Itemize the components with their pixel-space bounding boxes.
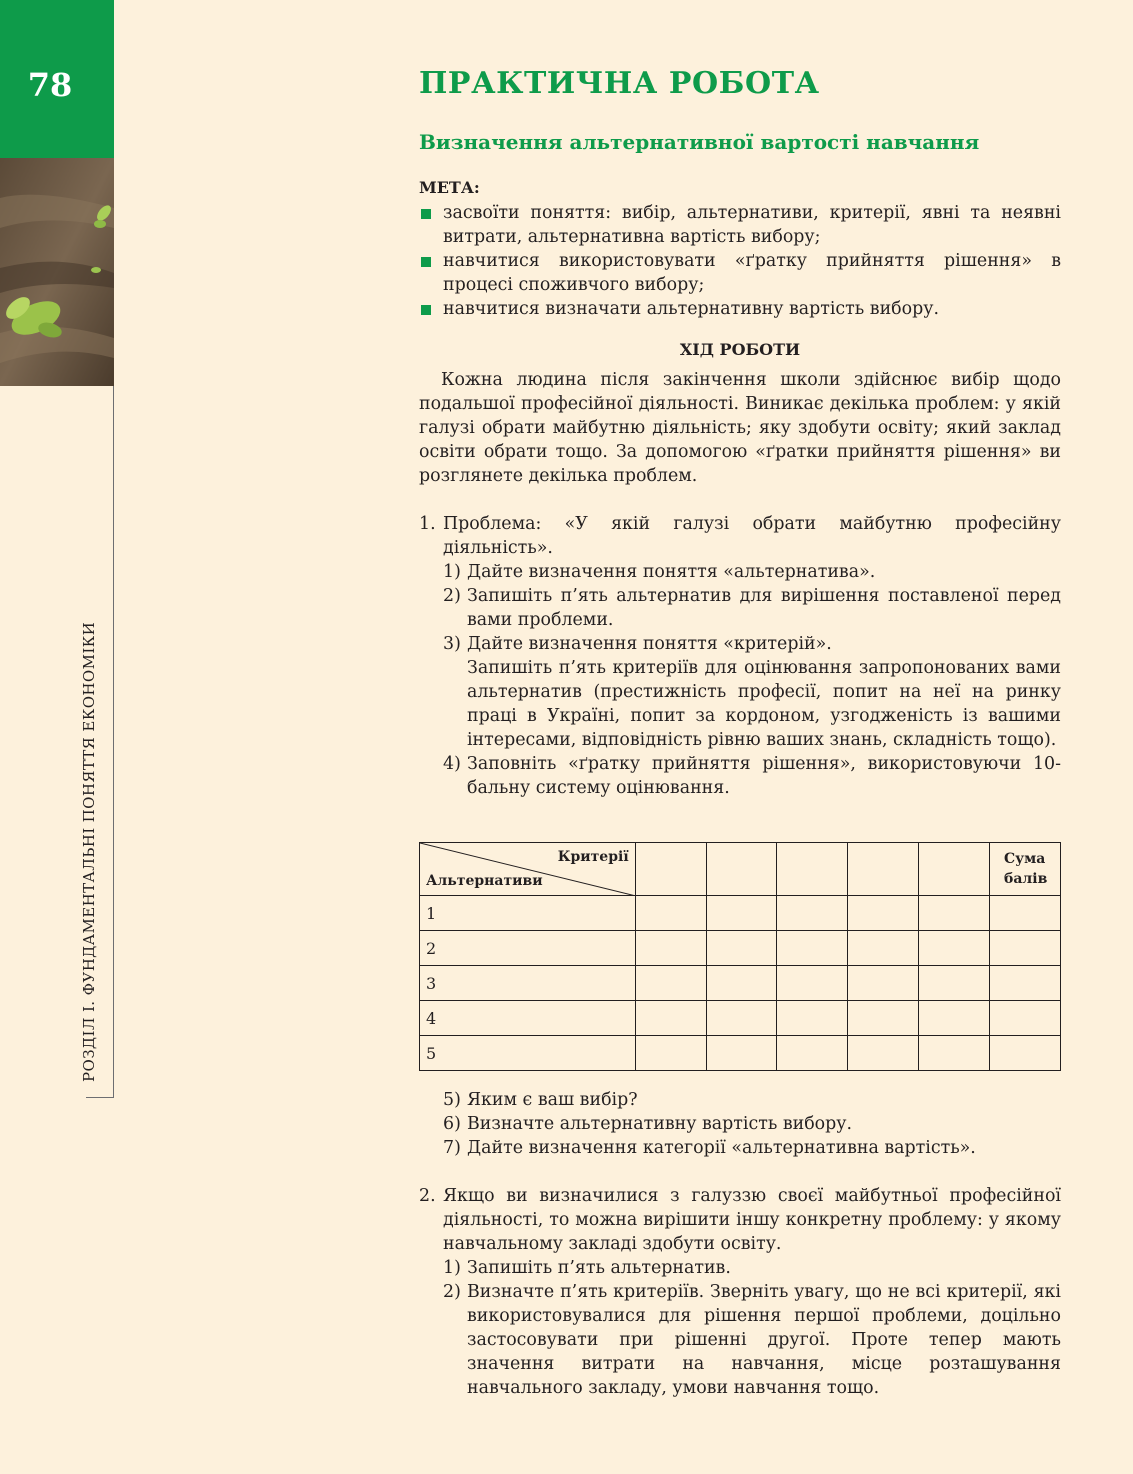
goal-item: навчитися визначати альтернативну вартість вибору. xyxy=(419,297,1061,321)
table-header-row xyxy=(420,843,1061,896)
square-bullet-icon xyxy=(421,305,431,315)
table-cell xyxy=(848,966,919,1001)
row-label: 3 xyxy=(420,966,636,1001)
table-row xyxy=(420,896,1061,931)
task-2-step: 2) Визначте п’ять критеріїв. Зверніть увагу, що не всі критерії, які використовувалися для рішення першої проблеми, доцільно застосовувати при рішенні другої. Проте тепер мають значення витрати на навчання, місце розташування навчального закладу, умови навчання тощо. xyxy=(443,1282,1061,1398)
table-cell xyxy=(706,931,777,966)
task-1-text: 1. Проблема: «У якій галузі обрати майбутню професійну діяльність». xyxy=(419,514,1061,558)
task-2-step: 1) Запишіть п’ять альтернатив. xyxy=(443,1258,731,1278)
table-cell xyxy=(635,966,706,1001)
table-row xyxy=(420,1036,1061,1071)
side-rule-foot xyxy=(86,1097,114,1098)
table-cell xyxy=(635,1001,706,1036)
row-label: 2 xyxy=(420,931,636,966)
decision-grid-table xyxy=(419,842,1061,1071)
goal-item: навчитися використовувати «ґратку прийняття рішення» в процесі споживчого вибору; xyxy=(419,249,1061,297)
side-rule xyxy=(113,386,114,1098)
page-title: ПРАКТИЧНА РОБОТА xyxy=(419,66,820,101)
task-1-step: 4) Заповніть «ґратку прийняття рішення», використовуючи 10-бальну систему оцінювання. xyxy=(443,754,1061,798)
task-1-after-table xyxy=(419,1088,1061,1160)
task-2-text: 2. Якщо ви визначилися з галуззю своєї майбутньої професійної діяльності, то можна вирішити іншу конкретну проблему: у якому навчальному закладі здобути освіту. xyxy=(419,1186,1061,1254)
table-cell xyxy=(919,843,990,896)
table-cell xyxy=(706,896,777,931)
square-bullet-icon xyxy=(421,257,431,267)
table-cell xyxy=(706,1001,777,1036)
table-cell xyxy=(848,931,919,966)
goal-list xyxy=(419,201,1061,321)
square-bullet-icon xyxy=(421,209,431,219)
table-cell xyxy=(848,1036,919,1071)
table-cell xyxy=(919,966,990,1001)
table-cell xyxy=(848,843,919,896)
table-cell xyxy=(635,931,706,966)
table-cell xyxy=(919,896,990,931)
table-cell xyxy=(777,843,848,896)
table-cell xyxy=(777,1036,848,1071)
table-cell xyxy=(990,1001,1061,1036)
sum-header: Сума балів xyxy=(990,843,1061,896)
table-cell xyxy=(777,966,848,1001)
procedure-intro: Кожна людина після закінчення школи здійснює вибір щодо подальшої професійної діяльності. Виникає декілька проблем: у якій галузі обрати майбутню діяльність; яку здобути освіту; який заклад освіти обрати тощо. За допомогою «ґратки прийняття рішення» ви розглянете декілька проблем. xyxy=(419,370,1061,486)
row-label: 1 xyxy=(420,896,636,931)
task-1-step: 2) Запишіть п’ять альтернатив для вирішення поставленої перед вами проблеми. xyxy=(443,586,1061,630)
table-cell xyxy=(990,966,1061,1001)
task-1 xyxy=(419,512,1061,800)
row-label: 4 xyxy=(420,1001,636,1036)
table-cell xyxy=(990,896,1061,931)
goal-label: МЕТА: xyxy=(419,178,480,197)
table-cell xyxy=(635,1036,706,1071)
table-cell xyxy=(990,1036,1061,1071)
table-row xyxy=(420,1001,1061,1036)
table-cell xyxy=(777,1001,848,1036)
alternatives-header: Альтернативи xyxy=(426,873,543,889)
task-1-step-extra: Запишіть п’ять критеріїв для оцінювання запропонованих вами альтернатив (престижність професії, попит на неї на ринку праці в Україні, попит за кордоном, узгодженість із вашими інтересами, відповідність рівню ваших знань, складність тощо). xyxy=(467,658,1061,750)
table-cell xyxy=(990,931,1061,966)
table-cell xyxy=(919,931,990,966)
task-1-step: 1) Дайте визначення поняття «альтернатива». xyxy=(443,562,876,582)
table-cell xyxy=(706,1036,777,1071)
table-cell xyxy=(706,966,777,1001)
soil-sprouts-photo xyxy=(0,158,114,386)
goal-item: засвоїти поняття: вибір, альтернативи, критерії, явні та неявні витрати, альтернативна вартість вибору; xyxy=(419,201,1061,249)
page-subtitle: Визначення альтернативної вартості навчання xyxy=(419,130,980,154)
table-cell xyxy=(919,1001,990,1036)
row-label: 5 xyxy=(420,1036,636,1071)
task-1-step: 6) Визначте альтернативну вартість вибору. xyxy=(443,1114,853,1134)
table-corner-cell xyxy=(420,843,636,896)
table-row xyxy=(420,931,1061,966)
task-2 xyxy=(419,1184,1061,1400)
task-1-step: 7) Дайте визначення категорії «альтернативна вартість». xyxy=(443,1138,976,1158)
table-cell xyxy=(706,843,777,896)
table-cell xyxy=(848,896,919,931)
task-1-step: 3) Дайте визначення поняття «критерій». xyxy=(443,634,832,654)
table-cell xyxy=(777,931,848,966)
table-cell xyxy=(777,896,848,931)
section-label: РОЗДІЛ І. ФУНДАМЕНТАЛЬНІ ПОНЯТТЯ ЕКОНОМІКИ xyxy=(80,621,98,1082)
table-cell xyxy=(635,843,706,896)
table-cell xyxy=(848,1001,919,1036)
table-cell xyxy=(635,896,706,931)
table-row xyxy=(420,966,1061,1001)
criteria-header: Критерії xyxy=(557,849,629,865)
page-number: 78 xyxy=(27,66,73,104)
table-cell xyxy=(919,1036,990,1071)
procedure-heading: ХІД РОБОТИ xyxy=(679,340,801,359)
task-1-step: 5) Яким є ваш вибір? xyxy=(443,1090,638,1110)
